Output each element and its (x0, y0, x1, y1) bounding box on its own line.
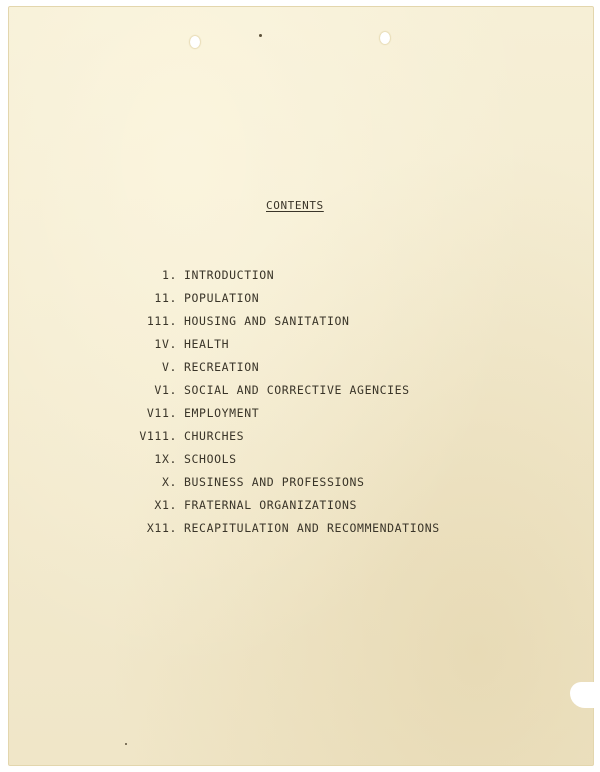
toc-numeral: 1V. (154, 337, 177, 351)
toc-numeral: X11. (146, 521, 177, 535)
table-of-contents (138, 268, 440, 544)
toc-entry (138, 383, 440, 406)
toc-numeral: 11. (154, 291, 177, 305)
toc-entry (138, 452, 440, 475)
toc-title: INTRODUCTION (184, 268, 275, 282)
toc-title: RECREATION (184, 360, 260, 374)
document-page (8, 6, 594, 766)
toc-entry (138, 291, 440, 314)
toc-title: EMPLOYMENT (184, 406, 260, 420)
toc-numeral: V111. (139, 429, 177, 443)
toc-entry (138, 268, 440, 291)
toc-numeral: X. (161, 475, 177, 489)
contents-heading: CONTENTS (266, 199, 324, 212)
toc-numeral: 1. (161, 268, 177, 282)
toc-entry (138, 429, 440, 452)
toc-numeral: V. (161, 360, 177, 374)
toc-entry (138, 475, 440, 498)
ink-speck (259, 34, 262, 37)
toc-entry (138, 314, 440, 337)
toc-entry (138, 521, 440, 544)
toc-title: POPULATION (184, 291, 260, 305)
toc-entry (138, 337, 440, 360)
toc-title: CHURCHES (184, 429, 245, 443)
toc-title: SOCIAL AND CORRECTIVE AGENCIES (184, 383, 410, 397)
toc-entry (138, 406, 440, 429)
toc-title: HEALTH (184, 337, 230, 351)
punch-hole-right (380, 32, 390, 44)
toc-numeral: V11. (146, 406, 177, 420)
toc-entry (138, 360, 440, 383)
toc-title: FRATERNAL ORGANIZATIONS (184, 498, 358, 512)
punch-hole-left (190, 36, 200, 48)
toc-entry (138, 498, 440, 521)
ink-speck (125, 743, 127, 745)
toc-title: SCHOOLS (184, 452, 237, 466)
toc-title: BUSINESS AND PROFESSIONS (184, 475, 365, 489)
toc-title: HOUSING AND SANITATION (184, 314, 350, 328)
toc-numeral: 1X. (154, 452, 177, 466)
toc-numeral: 111. (146, 314, 177, 328)
toc-numeral: X1. (154, 498, 177, 512)
toc-numeral: V1. (154, 383, 177, 397)
toc-title: RECAPITULATION AND RECOMMENDATIONS (184, 521, 440, 535)
